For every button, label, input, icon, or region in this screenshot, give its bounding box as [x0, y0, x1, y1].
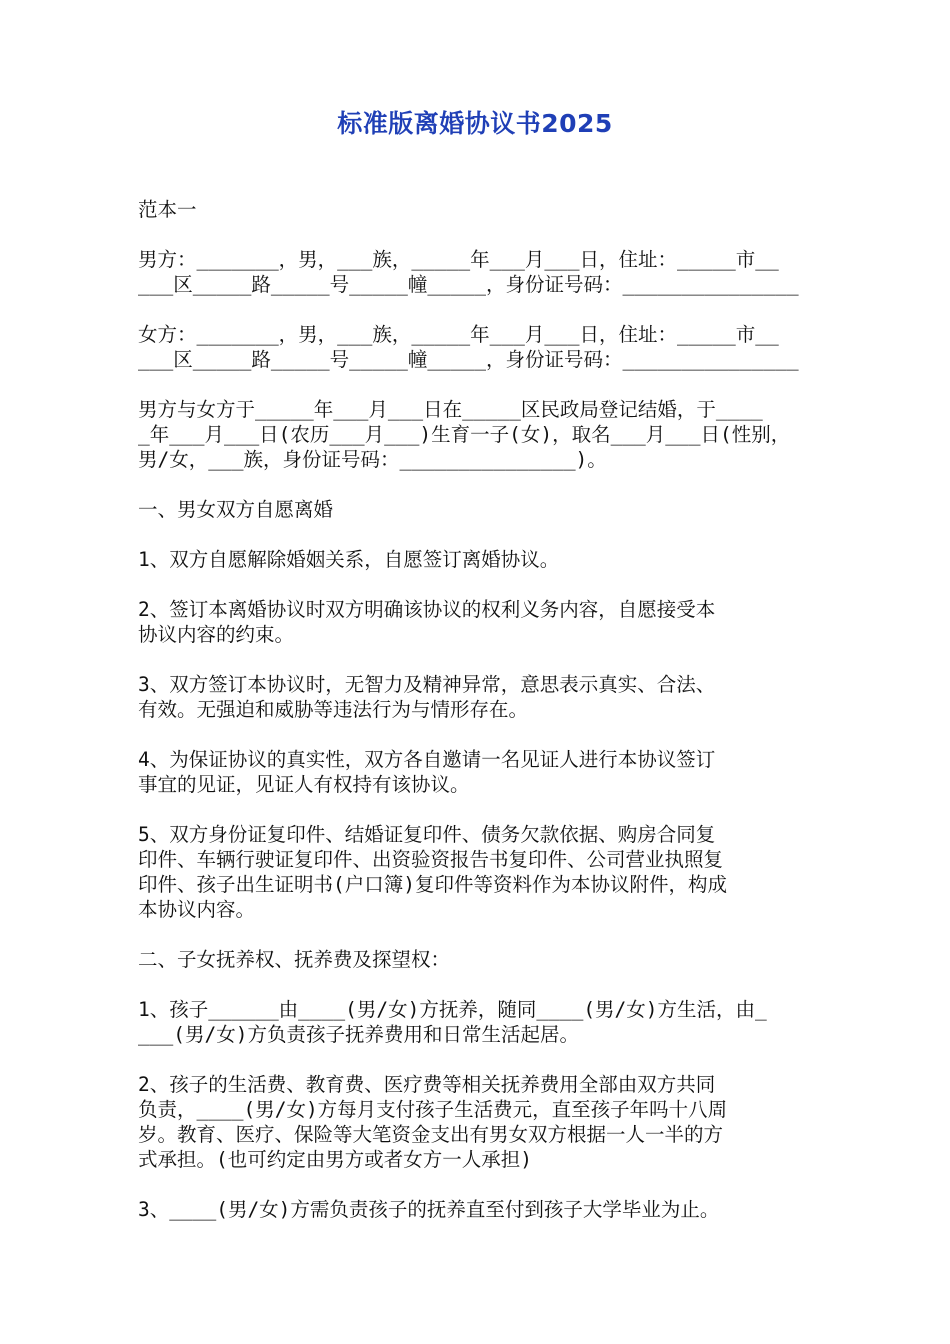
document-paragraph	[138, 547, 818, 572]
document-paragraph	[138, 497, 818, 522]
document-paragraph	[138, 1197, 818, 1222]
paragraph-line: 印件、车辆行驶证复印件、出资验资报告书复印件、公司营业执照复	[138, 848, 724, 871]
document-paragraph	[138, 822, 818, 922]
document-paragraph	[138, 947, 818, 972]
document-paragraph	[138, 1072, 818, 1172]
paragraph-line: 4、为保证协议的真实性，双方各自邀请一名见证人进行本协议签订	[138, 748, 716, 771]
paragraph-line: 2、签订本离婚协议时双方明确该协议的权利义务内容，自愿接受本	[138, 598, 716, 621]
document-paragraph	[138, 672, 818, 722]
paragraph-line: 3、双方签订本协议时，无智力及精神异常，意思表示真实、合法、	[138, 673, 716, 696]
paragraph-line: 1、孩子______由____(男/女)方抚养，随同____(男/女)方生活，由_	[138, 998, 767, 1021]
document-paragraph	[138, 597, 818, 647]
paragraph-line: 范本一	[138, 198, 197, 221]
paragraph-line: 3、____(男/女)方需负责孩子的抚养直至付到孩子大学毕业为止。	[138, 1198, 720, 1221]
document-paragraph	[138, 197, 818, 222]
paragraph-line: 2、孩子的生活费、教育费、医疗费等相关抚养费用全部由双方共同	[138, 1073, 716, 1096]
paragraph-line: 有效。无强迫和威胁等违法行为与情形存在。	[138, 698, 529, 721]
paragraph-line: 印件、孩子出生证明书(户口簿)复印件等资料作为本协议附件，构成	[138, 873, 727, 896]
paragraph-line: 二、子女抚养权、抚养费及探望权：	[138, 948, 451, 971]
paragraph-line: 式承担。(也可约定由男方或者女方一人承担)	[138, 1148, 532, 1171]
paragraph-line: 岁。教育、医疗、保险等大笔资金支出有男女双方根据一人一半的方	[138, 1123, 724, 1146]
paragraph-line: 一、男女双方自愿离婚	[138, 498, 334, 521]
paragraph-line: 男方：_______，男，___族，_____年___月___日，住址：_____市__	[138, 248, 779, 271]
document-paragraph	[138, 247, 818, 297]
paragraph-line: ___区_____路_____号_____幢_____，身份证号码：_______________	[138, 273, 799, 296]
paragraph-line: 本协议内容。	[138, 898, 256, 921]
document-title: 标准版离婚协议书2025	[337, 109, 613, 138]
paragraph-line: _年___月___日(农历___月___)生育一子(女)，取名___月___日(性别，	[138, 423, 791, 446]
paragraph-line: 男/女，___族，身份证号码：_______________)。	[138, 448, 607, 471]
paragraph-line: 协议内容的约束。	[138, 623, 295, 646]
paragraph-line: 负责，____(男/女)方每月支付孩子生活费元，直至孩子年吗十八周	[138, 1098, 728, 1121]
document-paragraph	[138, 997, 818, 1047]
paragraph-line: 男方与女方于_____年___月___日在_____区民政局登记结婚，于____	[138, 398, 763, 421]
paragraph-line: ___区_____路_____号_____幢_____，身份证号码：_______________	[138, 348, 799, 371]
document-paragraph	[138, 397, 818, 472]
paragraph-line: 女方：_______，男，___族，_____年___月___日，住址：_____市__	[138, 323, 779, 346]
paragraph-line: 5、双方身份证复印件、结婚证复印件、债务欠款依据、购房合同复	[138, 823, 716, 846]
paragraph-line: ___(男/女)方负责孩子抚养费用和日常生活起居。	[138, 1023, 579, 1046]
document-paragraph	[138, 322, 818, 372]
document-paragraph	[138, 747, 818, 797]
paragraph-line: 事宜的见证，见证人有权持有该协议。	[138, 773, 470, 796]
paragraph-line: 1、双方自愿解除婚姻关系，自愿签订离婚协议。	[138, 548, 560, 571]
document-body	[138, 197, 818, 1247]
